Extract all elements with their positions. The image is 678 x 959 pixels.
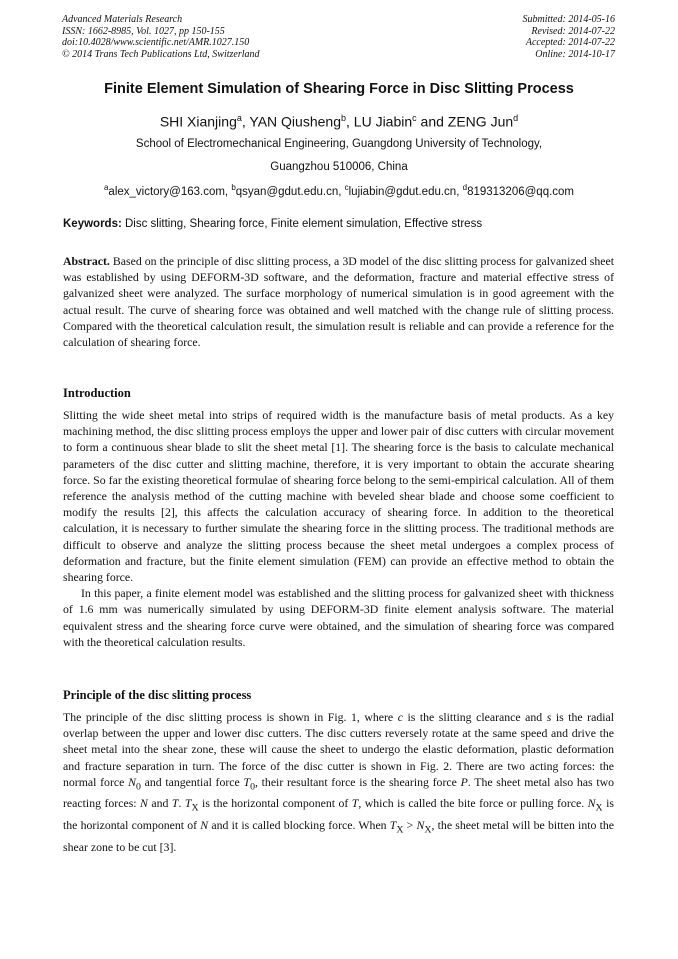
text-run: , which is called the bite force or pulling force. (358, 796, 588, 811)
submitted-date: Submitted: 2014-05-16 (522, 14, 615, 25)
text-run: and it is called blocking force. When (208, 817, 390, 832)
email-address[interactable]: alex_victory@163.com, (108, 185, 232, 198)
abstract-text: Based on the principle of disc slitting process, a 3D model of the disc slitting process for galvanized sheet was established by using DEFORM-3D software, and the deformation, fracture and material effective stress of galvanized sheet were analyzed. The surface morphology of numerical simulation is in good agreement with the actual result. The curve of shearing force was obtained and well matched with the change rule of slitting process. Compared with the theoretical calculation result, the simulation result is reliable and can provide a reference for the calculation of shearing force. (63, 254, 614, 350)
text-run: is the horizontal component of (198, 796, 352, 811)
accepted-date: Accepted: 2014-07-22 (525, 37, 615, 48)
text-run: and tangential force (140, 774, 244, 789)
author-sup: d (513, 113, 519, 123)
journal-name: Advanced Materials Research (62, 14, 183, 25)
author-name: SHI Xianjing (159, 113, 237, 130)
author-sup: b (340, 113, 346, 123)
author-list (0, 113, 678, 130)
journal-header-right (523, 14, 616, 60)
introduction-paragraph-2: In this paper, a finite element model was established and the slitting process for galvanized sheet with thickness of 1.6 mm was numerically simulated by using DEFORM-3D finite element analysis software. The material equivalent stress and the shearing force curve were obtained, and the simulation of shearing force was compared with the theoretical calculation results. (63, 586, 614, 649)
subscript-X: X (595, 802, 603, 814)
principle-heading: Principle of the disc slitting process (63, 688, 252, 702)
author-name: YAN Qiusheng (249, 113, 341, 130)
symbol-N: N (416, 817, 425, 832)
keywords (63, 218, 623, 230)
subscript-0: 0 (250, 781, 255, 793)
author-separator: and (416, 113, 448, 130)
author-name: LU Jiabin (353, 113, 413, 130)
symbol-T: T (351, 796, 359, 811)
journal-header-left (62, 14, 260, 60)
text-run: is the radial overlap between the upper and lower disc cutters. The disc cutters reversely rotate at the same speed and drive the sheet metal into the shear zone, these will cause the sheet to undergo the elastic deformation, plastic deformation and fracture separation in turn. The force of the disc cutter is shown in Fig. 2. There are two acting forces: the normal force (63, 710, 615, 789)
email-sup: d (462, 183, 468, 192)
abstract-label: Abstract. (63, 254, 110, 268)
text-run: . The sheet metal also has two reacting forces: (63, 774, 615, 811)
email-address[interactable]: lujiabin@gdut.edu.cn, (348, 185, 463, 198)
affiliation-line-2: Guangzhou 510006, China (270, 161, 408, 173)
text-run: . (178, 796, 185, 811)
paper-title: Finite Element Simulation of Shearing Force in Disc Slitting Process (104, 81, 574, 97)
email-sup: b (231, 183, 236, 192)
symbol-P: P (460, 774, 468, 789)
symbol-s: s (546, 710, 552, 724)
symbol-N: N (200, 817, 209, 832)
symbol-c: c (397, 710, 403, 724)
text-run: > (403, 817, 417, 832)
author-separator: , (241, 113, 250, 130)
text-run: is the slitting clearance and (402, 710, 547, 724)
symbol-T: T (184, 796, 192, 811)
email-address[interactable]: 819313206@qq.com (467, 185, 575, 198)
text-run: , their resultant force is the shearing force (254, 774, 461, 789)
symbol-N: N (140, 796, 148, 811)
author-separator: , (346, 113, 354, 130)
author-sup: c (412, 113, 417, 123)
revised-date: Revised: 2014-07-22 (531, 25, 615, 37)
text-run: The principle of the disc slitting process is shown in Fig. 1, where (63, 710, 398, 724)
email-list (0, 183, 678, 198)
online-date: Online: 2014-10-17 (535, 48, 615, 60)
text-run: is the horizontal component of (63, 796, 614, 832)
keywords-text: Disc slitting, Shearing force, Finite element simulation, Effective stress (121, 218, 483, 230)
symbol-N: N (587, 796, 596, 811)
introduction-heading: Introduction (63, 386, 131, 400)
principle-body (63, 709, 614, 855)
affiliation-line-1: School of Electromechanical Engineering, Guangdong University of Technology, (135, 138, 543, 150)
introduction-body (63, 407, 614, 650)
keywords-label: Keywords: (63, 218, 122, 230)
symbol-N: N (128, 774, 136, 789)
symbol-T: T (389, 817, 397, 832)
email-sup: a (103, 183, 109, 192)
subscript-0: 0 (135, 781, 141, 793)
email-sup: c (344, 183, 349, 192)
email-address[interactable]: qsyan@gdut.edu.cn, (235, 185, 345, 198)
journal-issn: ISSN: 1662-8985, Vol. 1027, pp 150-155 (62, 25, 225, 37)
journal-copyright: © 2014 Trans Tech Publications Ltd, Switzerland (62, 48, 260, 60)
principle-paragraph (63, 709, 614, 855)
text-run: , the sheet metal will be bitten into the shear zone to be cut [3]. (63, 817, 615, 854)
subscript-X: X (191, 802, 199, 814)
author-name: ZENG Jun (447, 113, 514, 130)
journal-doi: doi:10.4028/www.scientific.net/AMR.1027.150 (62, 37, 250, 48)
abstract (63, 253, 614, 350)
introduction-paragraph-1: Slitting the wide sheet metal into strips of required width is the manufacture basis of metal products. As a key machining method, the disc slitting process employs the upper and lower pair of disc cutters with circular movement to form a continuous shear blade to slit the sheet metal [1]. The shearing force is the basis to calculate mechanical parameters of the disc cutter and slitting machine, therefore, it is very important to obtain the accurate shearing force. So far the existing theoretical formulae of shearing force belong to the semi-empirical calculation. All of them reference the analysis method of the cutting machine with beveled shear blade and choose some coefficient to modify the results [2], this affects the calculation accuracy of shearing force. In addition to the theoretical calculation, it is necessary to further simulate the shearing force in the slitting process. The traditional methods are difficult to observe and analyze the slitting process because the sheet metal undergoes a complex process of deformation and fracture, but the finite element simulation (FEM) can provide an effective method to obtain the shearing force. (63, 408, 614, 585)
symbol-T: T (243, 774, 251, 789)
subscript-X: X (396, 824, 404, 836)
text-run: and (147, 796, 172, 811)
subscript-X: X (424, 824, 432, 836)
author-sup: a (236, 113, 242, 123)
symbol-T: T (171, 796, 179, 811)
